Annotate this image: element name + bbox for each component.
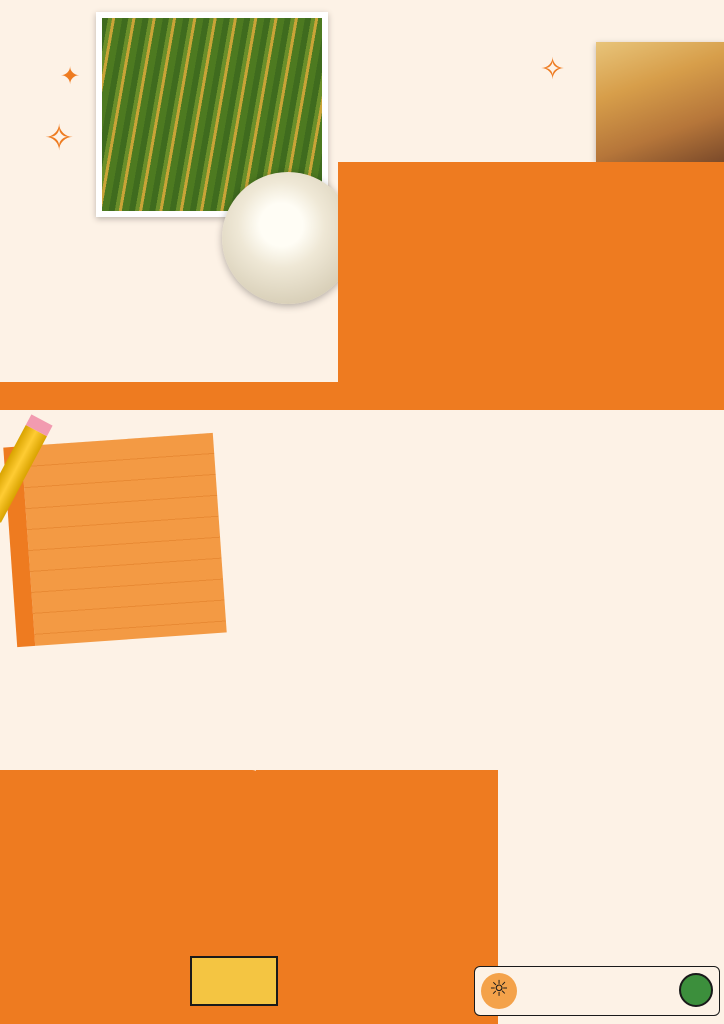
rice-in-hand-photo (596, 42, 724, 162)
problems-panel (498, 784, 724, 960)
situation-box (338, 162, 724, 410)
harvest-progress-box (190, 956, 278, 1006)
harvest-line-chart (256, 770, 498, 970)
sparkle-icon: ✧ (44, 118, 75, 159)
milled-rice-photo (222, 172, 354, 304)
agency-seal-icon (679, 973, 713, 1007)
sparkle-icon: ✦ (60, 62, 81, 90)
orange-divider (0, 382, 338, 410)
lightbulb-icon: ☼ (481, 973, 517, 1009)
sparkle-icon: ✧ (540, 52, 566, 87)
footer-credit (474, 966, 720, 1016)
notepad-graphic (3, 433, 226, 647)
